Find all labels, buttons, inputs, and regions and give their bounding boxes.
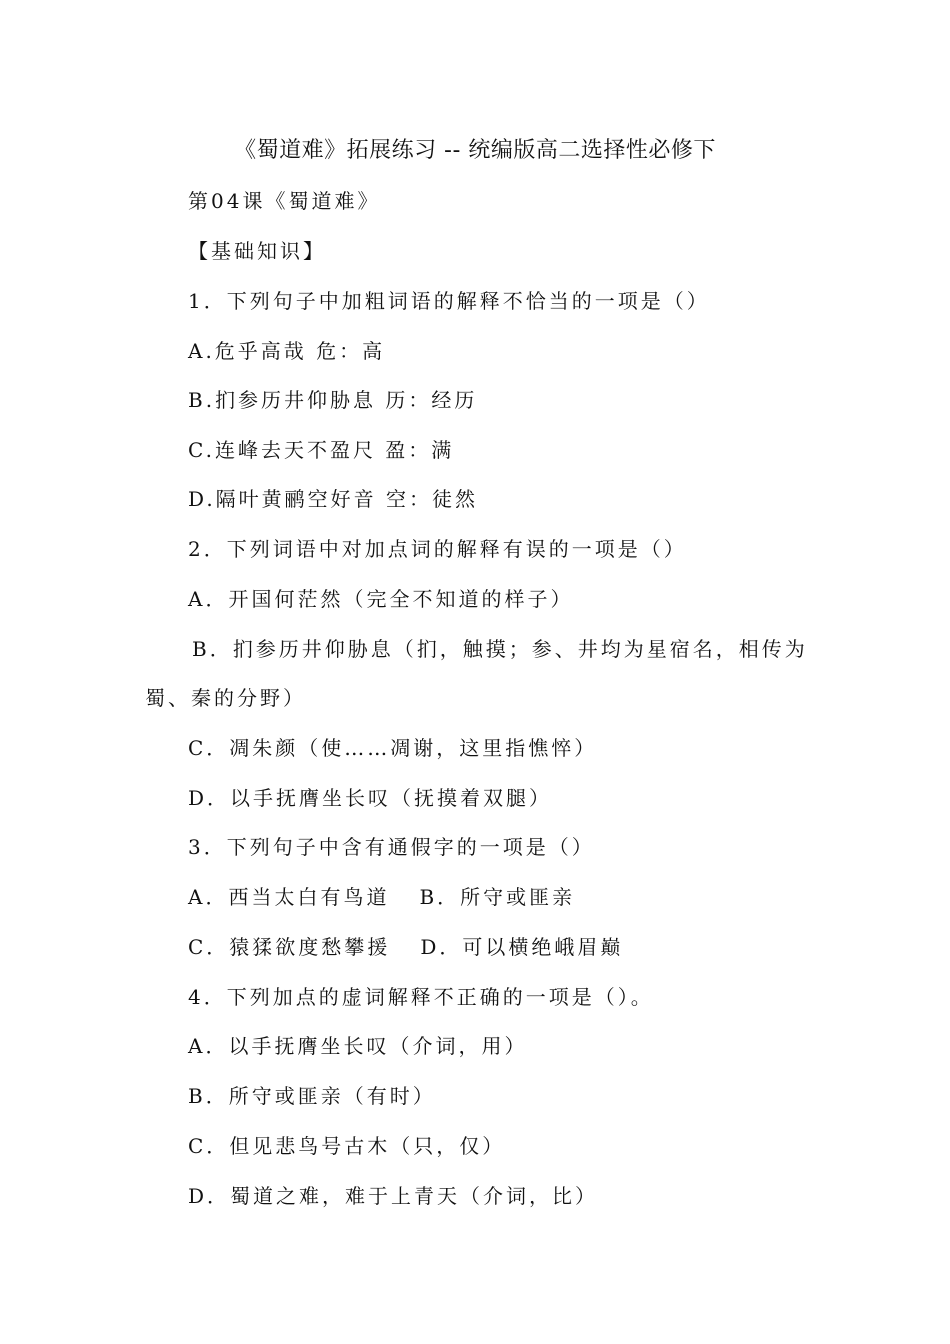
section-heading: 【基础知识】	[188, 239, 326, 263]
q4-stem: 4．下列加点的虚词解释不正确的一项是（）。	[188, 985, 654, 1009]
q3-option-a: A．西当太白有鸟道	[188, 885, 390, 909]
q2-option-c: C．凋朱颜（使……凋谢，这里指憔悴）	[188, 736, 598, 760]
q4-option-c: C．但见悲鸟号古木（只，仅）	[188, 1134, 506, 1158]
q4-option-a: A．以手抚膺坐长叹（介词，用）	[188, 1034, 528, 1058]
q1-option-c: C.连峰去天不盈尺 盈：满	[188, 438, 455, 462]
q3-option-b: B．所守或匪亲	[419, 885, 576, 909]
q3-options-row1	[188, 882, 575, 912]
q2-stem: 2．下列词语中对加点词的解释有误的一项是（）	[188, 537, 687, 561]
q4-option-d: D．蜀道之难，难于上青天（介词，比）	[188, 1184, 599, 1208]
q1-option-d: D.隔叶黄鹂空好音 空：徒然	[188, 487, 479, 511]
q1-option-b: B.扪参历井仰胁息 历：经历	[188, 388, 478, 412]
q4-option-b: B．所守或匪亲（有时）	[188, 1084, 436, 1108]
q3-stem: 3．下列句子中含有通假字的一项是（）	[188, 835, 595, 859]
lesson-heading: 第04课《蜀道难》	[188, 189, 381, 213]
q3-options-row2	[188, 932, 623, 962]
q3-option-c: C．猿猱欲度愁攀援	[188, 935, 391, 959]
q2-option-d: D．以手抚膺坐长叹（抚摸着双腿）	[188, 786, 553, 810]
q2-option-b-line2: 蜀、秦的分野）	[145, 686, 306, 710]
q2-option-a: A．开国何茫然（完全不知道的样子）	[188, 587, 574, 611]
q2-option-b-line1: B．扪参历井仰胁息（扪，触摸；参、井均为星宿名，相传为	[192, 637, 808, 661]
q1-option-a: A.危乎高哉 危：高	[188, 339, 386, 363]
q1-stem: 1．下列句子中加粗词语的解释不恰当的一项是（）	[188, 289, 710, 313]
document-title: 《蜀道难》拓展练习 -- 统编版高二选择性必修下	[234, 138, 716, 163]
q3-option-d: D．可以横绝峨眉巅	[420, 935, 624, 959]
